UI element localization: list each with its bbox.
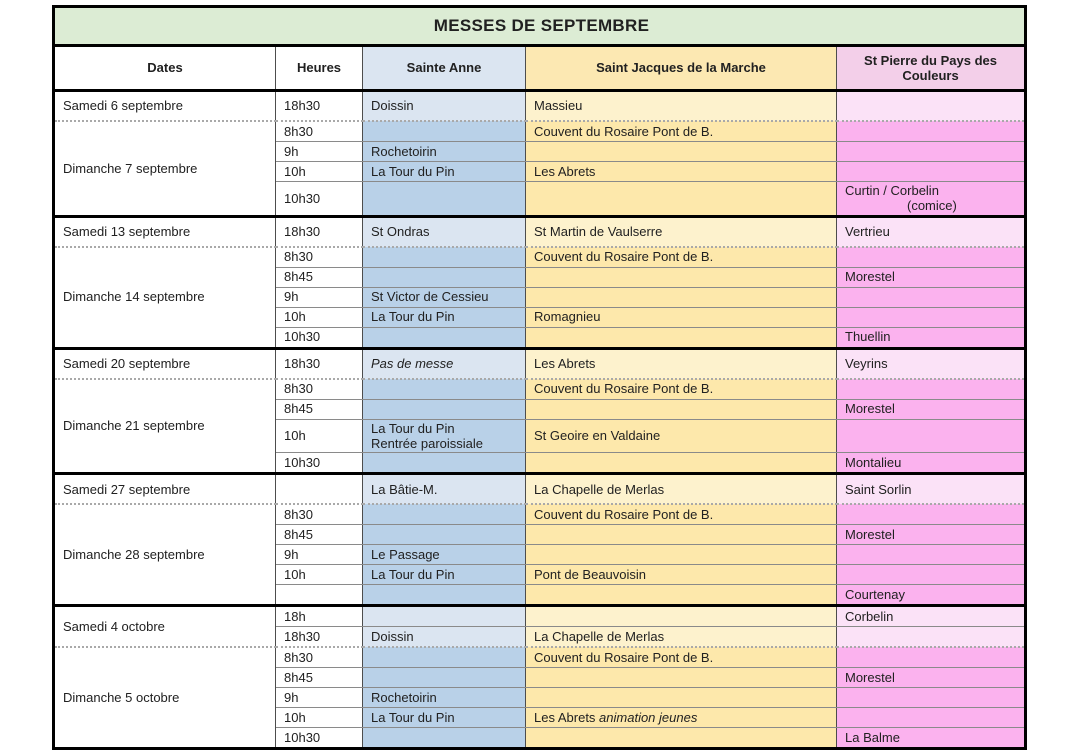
- cell-st-pierre: [837, 287, 1026, 307]
- column-header-st-pierre: St Pierre du Pays des Couleurs: [837, 46, 1026, 91]
- cell-sainte-anne: [363, 379, 526, 400]
- schedule-row: [54, 606, 1026, 627]
- cell-sainte-anne: Rochetoirin: [363, 688, 526, 708]
- schedule-row: [54, 121, 1026, 142]
- cell-st-pierre: [837, 419, 1026, 453]
- cell-sainte-anne: [363, 647, 526, 668]
- cell-sainte-anne: La Bâtie-M.: [363, 474, 526, 505]
- cell-saint-jacques: Couvent du Rosaire Pont de B.: [526, 504, 837, 525]
- cell-heure: 10h30: [276, 327, 363, 348]
- cell-date: Samedi 4 octobre: [54, 606, 276, 648]
- cell-st-pierre: Morestel: [837, 668, 1026, 688]
- cell-sainte-anne: Pas de messe: [363, 348, 526, 379]
- cell-st-pierre: La Balme: [837, 728, 1026, 749]
- cell-sainte-anne: [363, 182, 526, 217]
- cell-sainte-anne: [363, 606, 526, 627]
- cell-saint-jacques: [526, 142, 837, 162]
- cell-st-pierre: [837, 91, 1026, 122]
- cell-heure: 8h45: [276, 399, 363, 419]
- cell-saint-jacques: Romagnieu: [526, 307, 837, 327]
- cell-heure: 8h30: [276, 379, 363, 400]
- title-row: [54, 7, 1026, 46]
- cell-heure: 10h: [276, 565, 363, 585]
- cell-sainte-anne: [363, 327, 526, 348]
- cell-heure: 18h30: [276, 348, 363, 379]
- cell-heure: 9h: [276, 287, 363, 307]
- cell-saint-jacques: [526, 545, 837, 565]
- cell-st-pierre: [837, 647, 1026, 668]
- cell-saint-jacques: Les Abrets animation jeunes: [526, 708, 837, 728]
- cell-heure: 8h45: [276, 525, 363, 545]
- cell-saint-jacques: [526, 728, 837, 749]
- cell-date: Dimanche 28 septembre: [54, 504, 276, 606]
- cell-st-pierre: Courtenay: [837, 585, 1026, 606]
- column-header-saint-jacques: Saint Jacques de la Marche: [526, 46, 837, 91]
- cell-heure: 18h: [276, 606, 363, 627]
- cell-date: Samedi 6 septembre: [54, 91, 276, 122]
- cell-sainte-anne: [363, 399, 526, 419]
- cell-sainte-anne: Rochetoirin: [363, 142, 526, 162]
- cell-saint-jacques: [526, 688, 837, 708]
- cell-st-pierre: [837, 247, 1026, 268]
- cell-saint-jacques: [526, 399, 837, 419]
- cell-st-pierre: [837, 162, 1026, 182]
- cell-heure: 10h30: [276, 453, 363, 474]
- cell-sainte-anne: La Tour du Pin: [363, 307, 526, 327]
- column-header-row: [54, 46, 1026, 91]
- cell-saint-jacques: [526, 668, 837, 688]
- cell-heure: 8h30: [276, 247, 363, 268]
- cell-date: Dimanche 7 septembre: [54, 121, 276, 216]
- cell-st-pierre: Curtin / Corbelin (comice): [837, 182, 1026, 217]
- cell-saint-jacques: [526, 287, 837, 307]
- cell-heure: [276, 474, 363, 505]
- cell-st-pierre: [837, 142, 1026, 162]
- cell-st-pierre: Corbelin: [837, 606, 1026, 627]
- mass-schedule-table: [52, 5, 1027, 750]
- cell-sainte-anne: La Tour du Pin: [363, 565, 526, 585]
- cell-sainte-anne: [363, 585, 526, 606]
- schedule-row: [54, 247, 1026, 268]
- cell-sainte-anne: [363, 121, 526, 142]
- cell-st-pierre: Veyrins: [837, 348, 1026, 379]
- cell-st-pierre: Vertrieu: [837, 216, 1026, 247]
- cell-saint-jacques: St Martin de Vaulserre: [526, 216, 837, 247]
- cell-heure: 9h: [276, 545, 363, 565]
- cell-saint-jacques: [526, 525, 837, 545]
- schedule-body: [54, 91, 1026, 749]
- cell-heure: 10h: [276, 708, 363, 728]
- schedule-row: [54, 91, 1026, 122]
- cell-st-pierre: Thuellin: [837, 327, 1026, 348]
- cell-sainte-anne: St Ondras: [363, 216, 526, 247]
- cell-st-pierre: Morestel: [837, 525, 1026, 545]
- cell-heure: 18h30: [276, 216, 363, 247]
- cell-heure: 10h30: [276, 728, 363, 749]
- cell-date: Dimanche 14 septembre: [54, 247, 276, 349]
- cell-saint-jacques: Pont de Beauvoisin: [526, 565, 837, 585]
- cell-heure: 9h: [276, 688, 363, 708]
- page-title: MESSES DE SEPTEMBRE: [54, 7, 1026, 46]
- cell-heure: 10h: [276, 419, 363, 453]
- cell-heure: 10h: [276, 162, 363, 182]
- cell-sainte-anne: [363, 267, 526, 287]
- cell-heure: [276, 585, 363, 606]
- cell-heure: 9h: [276, 142, 363, 162]
- cell-sainte-anne: La Tour du Pin: [363, 162, 526, 182]
- column-header-dates: Dates: [54, 46, 276, 91]
- cell-st-pierre: [837, 307, 1026, 327]
- cell-st-pierre: [837, 688, 1026, 708]
- cell-heure: 8h45: [276, 267, 363, 287]
- cell-st-pierre: Saint Sorlin: [837, 474, 1026, 505]
- cell-st-pierre: [837, 708, 1026, 728]
- cell-saint-jacques: [526, 327, 837, 348]
- cell-sainte-anne: [363, 247, 526, 268]
- schedule-row: [54, 348, 1026, 379]
- cell-st-pierre: [837, 379, 1026, 400]
- cell-date: Samedi 27 septembre: [54, 474, 276, 505]
- cell-saint-jacques: Couvent du Rosaire Pont de B.: [526, 247, 837, 268]
- cell-sainte-anne: St Victor de Cessieu: [363, 287, 526, 307]
- cell-sainte-anne: La Tour du Pin Rentrée paroissiale: [363, 419, 526, 453]
- column-header-heures: Heures: [276, 46, 363, 91]
- cell-date: Dimanche 5 octobre: [54, 647, 276, 749]
- column-header-sainte-anne: Sainte Anne: [363, 46, 526, 91]
- cell-sainte-anne: [363, 728, 526, 749]
- schedule-row: [54, 379, 1026, 400]
- cell-sainte-anne: Doissin: [363, 91, 526, 122]
- cell-heure: 18h30: [276, 627, 363, 648]
- cell-saint-jacques: Les Abrets: [526, 348, 837, 379]
- cell-saint-jacques: Les Abrets: [526, 162, 837, 182]
- cell-heure: 8h30: [276, 647, 363, 668]
- cell-sainte-anne: [363, 453, 526, 474]
- cell-saint-jacques: Couvent du Rosaire Pont de B.: [526, 379, 837, 400]
- cell-st-pierre: [837, 504, 1026, 525]
- cell-saint-jacques: [526, 585, 837, 606]
- cell-date: Samedi 20 septembre: [54, 348, 276, 379]
- cell-heure: 8h30: [276, 504, 363, 525]
- schedule-row: [54, 504, 1026, 525]
- cell-sainte-anne: [363, 668, 526, 688]
- cell-st-pierre: Morestel: [837, 399, 1026, 419]
- cell-sainte-anne: Doissin: [363, 627, 526, 648]
- cell-saint-jacques: Couvent du Rosaire Pont de B.: [526, 647, 837, 668]
- cell-st-pierre: [837, 565, 1026, 585]
- cell-saint-jacques: [526, 453, 837, 474]
- cell-saint-jacques: Couvent du Rosaire Pont de B.: [526, 121, 837, 142]
- cell-sainte-anne: [363, 504, 526, 525]
- cell-sainte-anne: [363, 525, 526, 545]
- cell-sainte-anne: La Tour du Pin: [363, 708, 526, 728]
- cell-heure: 10h: [276, 307, 363, 327]
- cell-st-pierre: [837, 545, 1026, 565]
- cell-heure: 8h30: [276, 121, 363, 142]
- cell-sainte-anne: Le Passage: [363, 545, 526, 565]
- schedule-row: [54, 474, 1026, 505]
- cell-saint-jacques: [526, 606, 837, 627]
- cell-heure: 10h30: [276, 182, 363, 217]
- cell-st-pierre: Morestel: [837, 267, 1026, 287]
- cell-saint-jacques: St Geoire en Valdaine: [526, 419, 837, 453]
- cell-st-pierre: [837, 121, 1026, 142]
- cell-st-pierre: Montalieu: [837, 453, 1026, 474]
- cell-saint-jacques: La Chapelle de Merlas: [526, 627, 837, 648]
- cell-saint-jacques: Massieu: [526, 91, 837, 122]
- cell-date: Dimanche 21 septembre: [54, 379, 276, 474]
- cell-date: Samedi 13 septembre: [54, 216, 276, 247]
- schedule-row: [54, 216, 1026, 247]
- cell-saint-jacques: [526, 182, 837, 217]
- cell-st-pierre: [837, 627, 1026, 648]
- schedule-row: [54, 647, 1026, 668]
- cell-saint-jacques: [526, 267, 837, 287]
- cell-heure: 8h45: [276, 668, 363, 688]
- cell-saint-jacques: La Chapelle de Merlas: [526, 474, 837, 505]
- cell-heure: 18h30: [276, 91, 363, 122]
